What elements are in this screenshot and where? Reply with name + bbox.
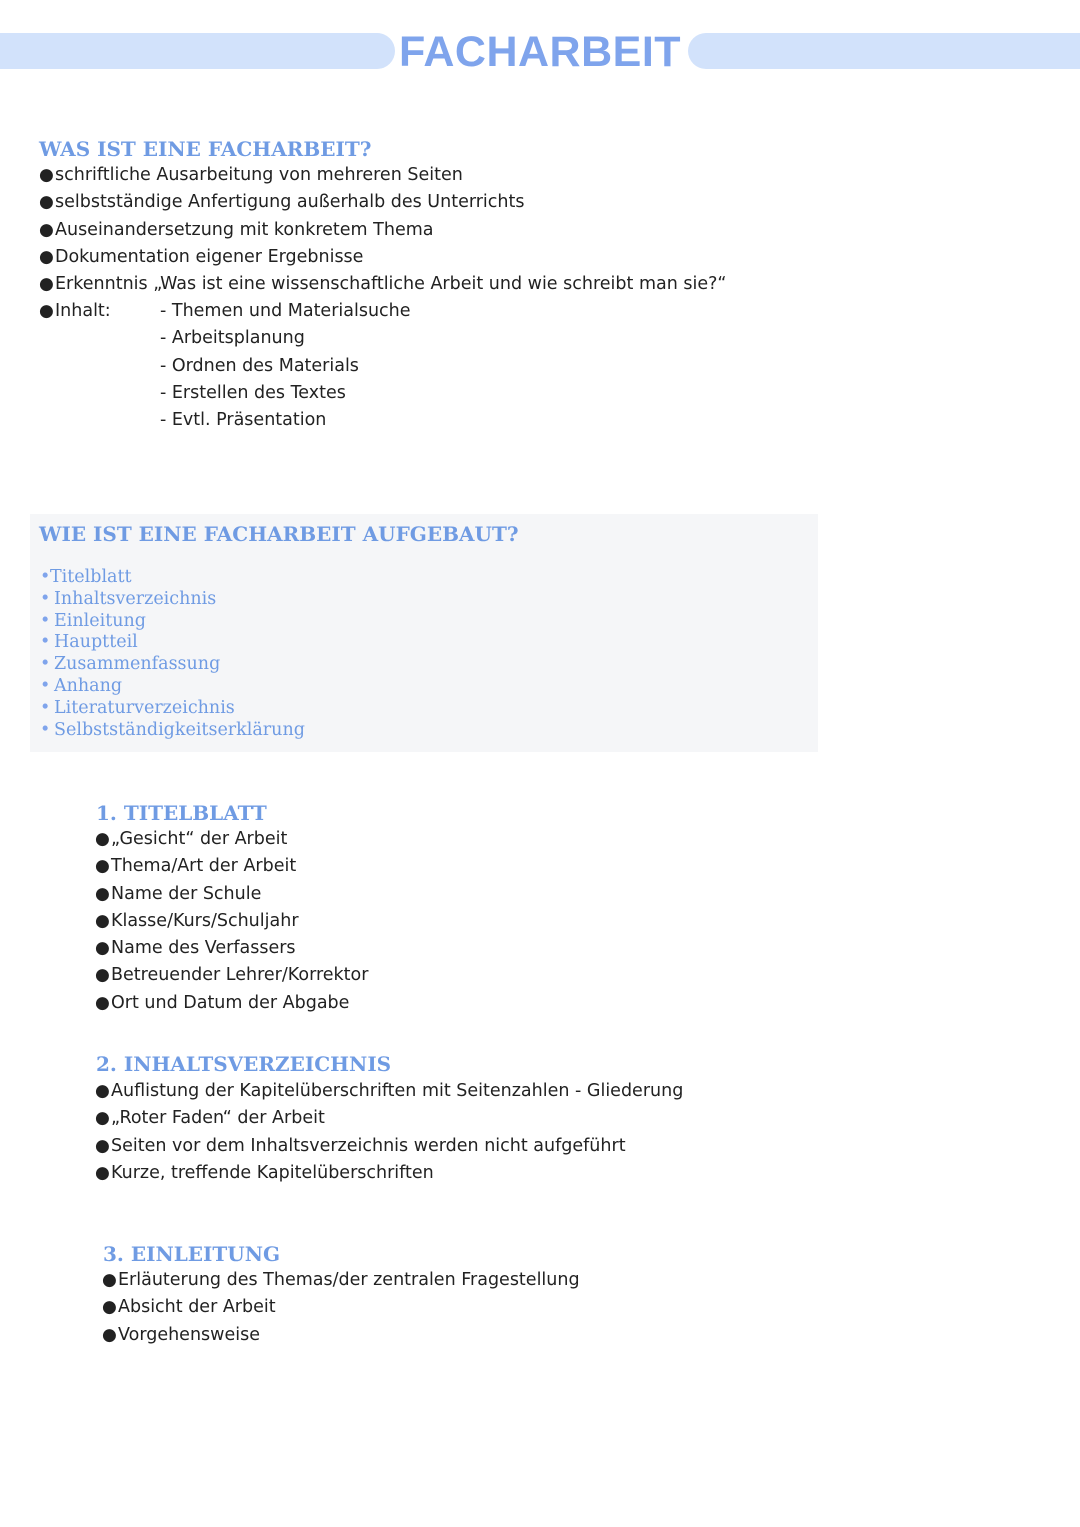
list-item: ●selbstständige Anfertigung außerhalb des Unterrichts	[39, 189, 726, 216]
list-item: • Zusammenfassung	[40, 654, 221, 675]
section-heading-inhaltsverzeichnis: 2. INHALTSVERZEICHNIS	[96, 1052, 392, 1076]
section-heading-structure: WIE IST EINE FACHARBEIT AUFGEBAUT?	[39, 522, 519, 546]
title-band-left	[0, 33, 395, 69]
bullet-icon: ●	[95, 1081, 110, 1101]
list-item: ●Name des Verfassers	[95, 935, 368, 962]
sublist-item: - Arbeitsplanung	[160, 328, 305, 349]
sublist-item: - Erstellen des Textes	[160, 382, 346, 403]
bullet-icon: ●	[95, 910, 110, 931]
bullet-icon: ●	[39, 219, 54, 240]
list-item: • Anhang	[40, 675, 123, 696]
list-item: ●„Gesicht“ der Arbeit	[95, 826, 368, 853]
bullet-icon: •	[40, 610, 51, 631]
bullet-icon: ●	[95, 1108, 110, 1129]
list-item: ●Kurze, treffende Kapitelüberschriften	[95, 1160, 683, 1187]
bullet-icon: ●	[95, 965, 110, 986]
list-item: • Einleitung	[40, 610, 146, 631]
bullet-icon: ●	[95, 883, 110, 904]
inhalt-sublist	[160, 298, 411, 434]
bullet-icon: •	[40, 567, 51, 587]
list-item: ●Seiten vor dem Inhaltsverzeichnis werden nicht aufgeführt	[95, 1133, 683, 1160]
list-item: • Selbstständigkeitserklärung	[40, 719, 305, 740]
bullet-icon: ●	[95, 1162, 110, 1183]
einleitung-list	[102, 1267, 580, 1349]
list-item: ●Klasse/Kurs/Schuljahr	[95, 908, 368, 935]
title-band	[0, 28, 1080, 76]
bullet-icon: ●	[39, 301, 54, 322]
bullet-icon: •	[40, 697, 51, 718]
bullet-icon: ●	[102, 1324, 117, 1345]
list-item: • Literaturverzeichnis	[40, 697, 235, 718]
section-heading-what: WAS IST EINE FACHARBEIT?	[39, 137, 372, 161]
structure-list	[40, 567, 305, 741]
bullet-icon: ●	[39, 165, 54, 185]
titelblatt-list	[95, 826, 368, 1017]
sublist-item: - Themen und Materialsuche	[160, 301, 411, 321]
inhalt-label: Inhalt:	[55, 301, 111, 322]
bullet-icon: •	[40, 632, 51, 653]
list-item: • Inhaltsverzeichnis	[40, 588, 217, 609]
list-item: ●Auflistung der Kapitelüberschriften mit Seitenzahlen - Gliederung	[95, 1078, 683, 1105]
inhaltsverzeichnis-list	[95, 1078, 683, 1187]
bullet-icon: ●	[102, 1297, 117, 1318]
list-item: ●Auseinandersetzung mit konkretem Thema	[39, 217, 726, 244]
list-item: ●Betreuender Lehrer/Korrektor	[95, 962, 368, 989]
list-item: ●Name der Schule	[95, 881, 368, 908]
bullet-icon: ●	[39, 192, 54, 213]
list-item: ●„Roter Faden“ der Arbeit	[95, 1105, 683, 1132]
bullet-icon: •	[40, 588, 51, 609]
section-heading-titelblatt: 1. TITELBLATT	[96, 801, 267, 825]
bullet-icon: ●	[95, 992, 110, 1013]
list-item: ●Vorgehensweise	[102, 1322, 580, 1349]
list-item: ●Thema/Art der Arbeit	[95, 853, 368, 880]
bullet-icon: •	[40, 675, 51, 696]
bullet-icon: ●	[102, 1270, 117, 1290]
bullet-icon: ●	[95, 1135, 110, 1156]
list-item: ●schriftliche Ausarbeitung von mehreren Seiten	[39, 162, 726, 189]
list-item: ●Erläuterung des Themas/der zentralen Fragestellung	[102, 1267, 580, 1294]
list-item: ●Erkenntnis „Was ist eine wissenschaftliche Arbeit und wie schreibt man sie?“	[39, 271, 726, 298]
title-band-right	[688, 33, 1080, 69]
sublist-item: - Ordnen des Materials	[160, 355, 359, 376]
section-heading-einleitung: 3. EINLEITUNG	[103, 1242, 281, 1266]
bullet-icon: ●	[39, 246, 54, 267]
list-item: •Titelblatt	[40, 567, 132, 587]
list-item: ●Dokumentation eigener Ergebnisse	[39, 244, 726, 271]
page-title: FACHARBEIT	[398, 28, 682, 76]
list-item: ●Absicht der Arbeit	[102, 1294, 580, 1321]
bullet-icon: ●	[95, 829, 110, 849]
bullet-icon: ●	[95, 938, 110, 959]
bullet-icon: •	[40, 719, 51, 740]
bullet-icon: ●	[39, 274, 54, 295]
sublist-item: - Evtl. Präsentation	[160, 410, 327, 431]
bullet-icon: ●	[95, 856, 110, 877]
bullet-icon: •	[40, 654, 51, 675]
list-item: • Hauptteil	[40, 632, 138, 653]
list-item: ●Ort und Datum der Abgabe	[95, 990, 368, 1017]
